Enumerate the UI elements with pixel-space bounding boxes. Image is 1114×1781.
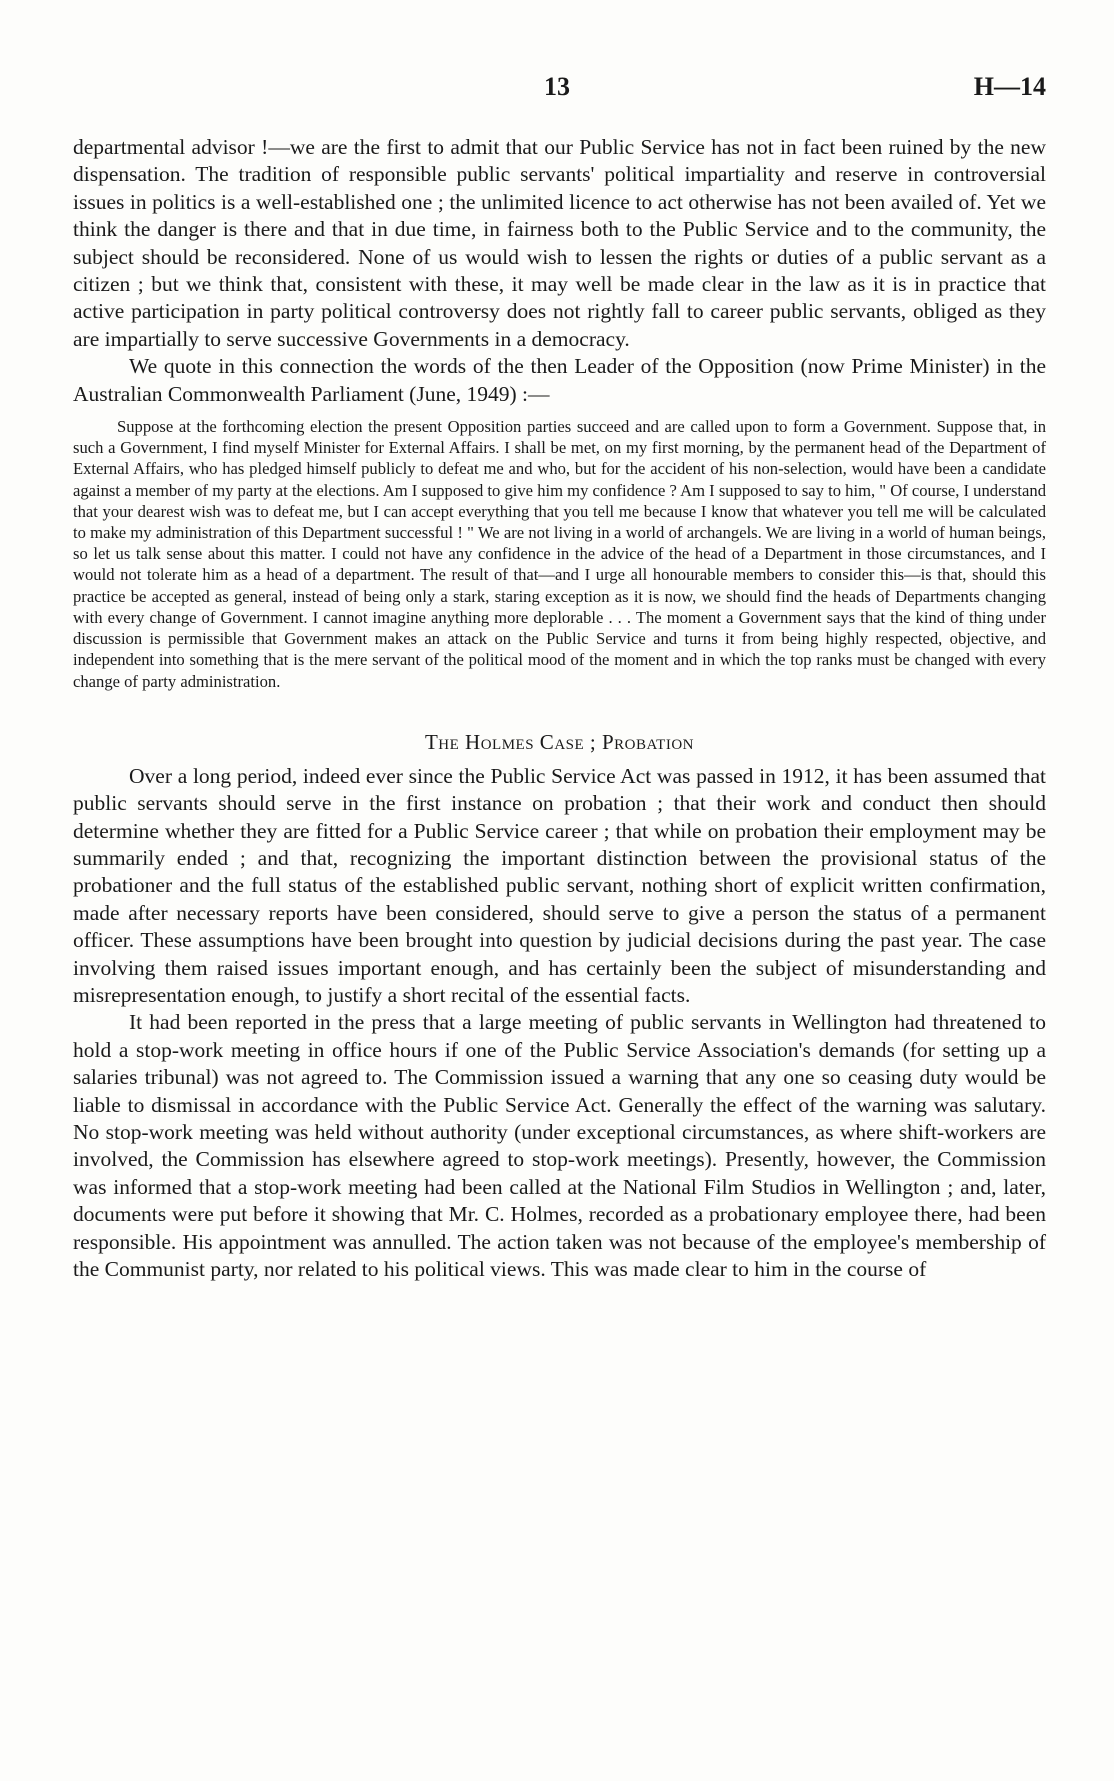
document-reference: H—14 [973, 72, 1046, 101]
paragraph-holmes-case: It had been reported in the press that a large meeting of public servants in Wellington had threatened to hold a stop-work meeting in office hours if one of the Public Service Association's demands (for setting up a salaries tribunal) was not agreed to. The Commission issued a warning that any one so ceasing duty would be liable to dismissal in accordance with the Public Service Act. Generally the effect of the warning was salutary. No stop-work meeting was held without authority (under exceptional circumstances, as where shift-workers are involved, the Commission has elsewhere agreed to stop-work meetings). Presently, however, the Commission was informed that a stop-work meeting had been called at the National Film Studios in Wellington ; and, later, documents were put before it showing that Mr. C. Holmes, recorded as a probationary employee there, had been responsible. His appointment was annulled. The action taken was not because of the employee's membership of the Communist party, nor related to his political views. This was made clear to him in the course of [73, 1010, 1046, 1282]
block-quote: Suppose at the forthcoming election the present Opposition parties succeed and are called upon to form a Government. Suppose that, in such a Government, I find myself Minister for External Affairs. I shall be met, on my first morning, by the permanent head of the Department of External Affairs, who has pledged himself publicly to defeat me and who, but for the accident of his non-selection, would have been a candidate against a member of my party at the elections. Am I supposed to give him my confidence ? Am I supposed to say to him, " Of course, I understand that your dearest wish was to defeat me, but I can accept everything that you tell me because I know that whatever you tell me will be calculated to make my administration of this Department successful ! " We are not living in a world of archangels. We are living in a world of human beings, so let us talk sense about this matter. I could not have any confidence in the advice of the head of a Department in those circumstances, and I would not tolerate him as a head of a department. The result of that—and I urge all honourable members to consider this—is that, should this practice be accepted as general, instead of being only a stark, staring exception as it is now, we should find the heads of Departments changing with every change of Government. I cannot imagine anything more deplorable . . . The moment a Government says that the kind of thing under discussion is permissible that Government makes an attack on the Public Service and turns it from being highly respected, objective, and independent into something that is the mere servant of the political mood of the moment and in which the top ranks must be changed with every change of party administration. [73, 417, 1046, 691]
paragraph-quote-intro: We quote in this connection the words of the then Leader of the Opposition (now Prime Minister) in the Australian Commonwealth Parliament (June, 1949) :— [73, 354, 1046, 406]
section-heading: The Holmes Case ; Probation [424, 729, 695, 754]
body-text [73, 134, 1046, 1283]
page-header [68, 72, 1046, 112]
paragraph-probation: Over a long period, indeed ever since the Public Service Act was passed in 1912, it has been assumed that public servants should serve in the first instance on probation ; that their work and conduct then should determine whether they are fitted for a Public Service career ; that while on probation their employment may be summarily ended ; and that, recognizing the important distinction between the provisional status of the probationer and the full status of the established public servant, nothing short of explicit written confirmation, made after necessary reports have been considered, should serve to give a person the status of a permanent officer. These assumptions have been brought into question by judicial decisions during the past year. The case involving them raised issues important enough, and has certainly been the subject of misunderstanding and misrepresentation enough, to justify a short recital of the essential facts. [73, 763, 1046, 1007]
paragraph-continuation: departmental advisor !—we are the first to admit that our Public Service has not in fact been ruined by the new dispensation. The tradition of responsible public servants' political impartiality and reserve in controversial issues in politics is a well-established one ; the unlimited licence to act otherwise has not been availed of. Yet we think the danger is there and that in due time, in fairness both to the Public Service and to the community, the subject should be reconsidered. None of us would wish to lessen the rights or duties of a public servant as a citizen ; but we think that, consistent with these, it may well be made clear in the law as it is in practice that active participation in party political controversy does not rightly fall to career public servants, obliged as they are impartially to serve successive Governments in a democracy. [73, 135, 1046, 351]
page-number: 13 [544, 72, 570, 101]
